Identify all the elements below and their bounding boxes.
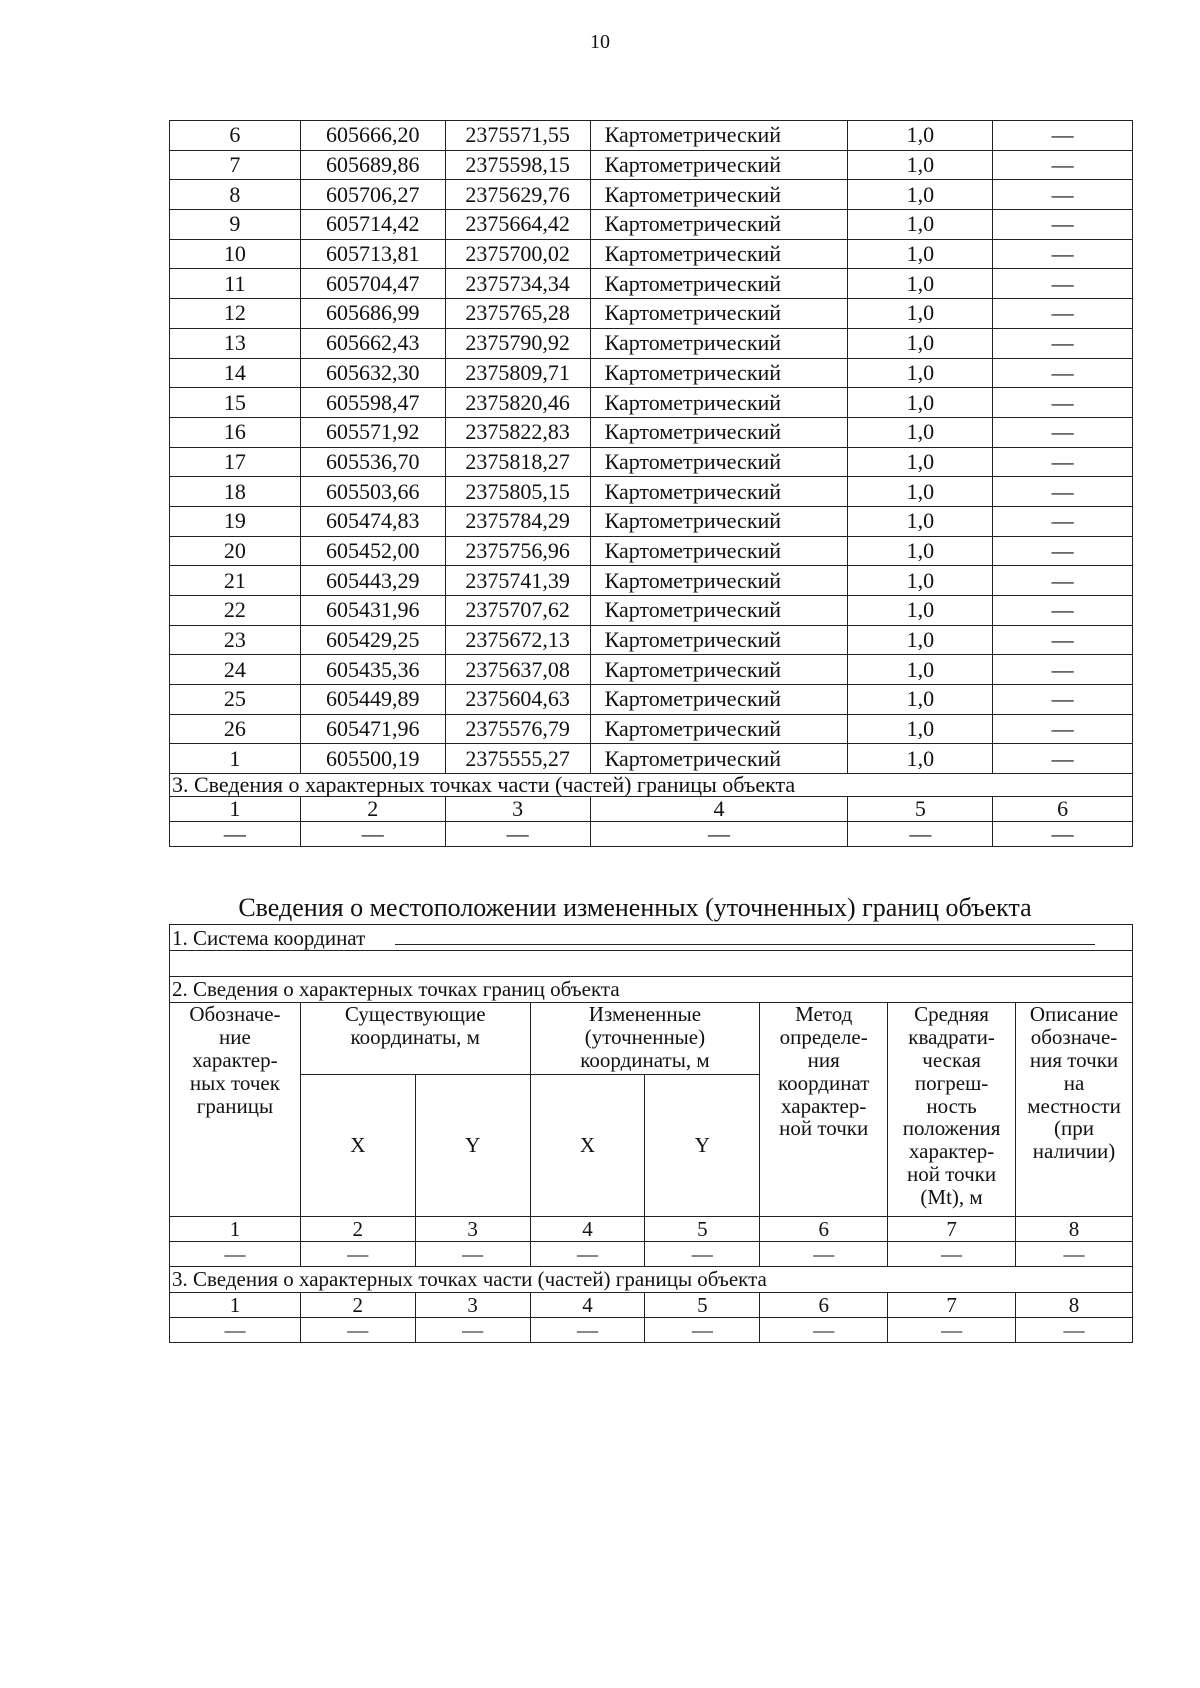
dash-cell: — xyxy=(445,822,590,847)
column-number: 3 xyxy=(415,1293,530,1318)
cell-x-coordinate: 605435,36 xyxy=(300,655,445,685)
cell-x-coordinate: 605474,83 xyxy=(300,506,445,536)
cell-y-coordinate: 2375576,79 xyxy=(445,714,590,744)
coordinate-system-label: 1. Система координат xyxy=(172,925,366,950)
blank-row xyxy=(170,951,1133,977)
coordinate-system-field xyxy=(395,926,1095,945)
cell-x-coordinate: 605714,42 xyxy=(300,210,445,240)
cell-description: — xyxy=(993,388,1133,418)
header-description: Описание обозначе- ния точки на местности (при наличии) xyxy=(1016,1003,1133,1217)
cell-method: Картометрический xyxy=(590,388,848,418)
table-row xyxy=(170,388,1133,418)
cell-description: — xyxy=(993,566,1133,596)
cell-mean-error: 1,0 xyxy=(848,536,993,566)
cell-mean-error: 1,0 xyxy=(848,121,993,151)
coordinate-system-row xyxy=(170,925,1133,951)
cell-method: Картометрический xyxy=(590,447,848,477)
cell-description: — xyxy=(993,417,1133,447)
cell-point-number: 1 xyxy=(170,744,301,774)
cell-method: Картометрический xyxy=(590,536,848,566)
cell-mean-error: 1,0 xyxy=(848,299,993,329)
section3-title: 3. Сведения о характерных точках части (частей) границы объекта xyxy=(170,774,1133,797)
dash-cell: — xyxy=(760,1318,888,1343)
table-row xyxy=(170,744,1133,774)
section3-title-row xyxy=(170,774,1133,797)
cell-description: — xyxy=(993,269,1133,299)
cell-x-coordinate: 605503,66 xyxy=(300,477,445,507)
cell-description: — xyxy=(993,299,1133,329)
section3-dash-row xyxy=(170,822,1133,847)
cell-description: — xyxy=(993,477,1133,507)
cell-point-number: 23 xyxy=(170,625,301,655)
cell-x-coordinate: 605536,70 xyxy=(300,447,445,477)
cell-method: Картометрический xyxy=(590,180,848,210)
dash-cell: — xyxy=(760,1242,888,1267)
cell-method: Картометрический xyxy=(590,744,848,774)
table-row xyxy=(170,269,1133,299)
header-y-changed: Y xyxy=(645,1075,760,1217)
dash-row xyxy=(170,1242,1133,1267)
cell-point-number: 13 xyxy=(170,328,301,358)
cell-method: Картометрический xyxy=(590,121,848,151)
cell-x-coordinate: 605632,30 xyxy=(300,358,445,388)
column-number: 4 xyxy=(590,797,848,822)
header-mean-error: Средняя квадрати- ческая погреш- ность положения характер- ной точки (Mt), м xyxy=(888,1003,1016,1217)
cell-point-number: 20 xyxy=(170,536,301,566)
dash-cell: — xyxy=(1016,1318,1133,1343)
cell-method: Картометрический xyxy=(590,269,848,299)
cell-point-number: 8 xyxy=(170,180,301,210)
cell-x-coordinate: 605452,00 xyxy=(300,536,445,566)
cell-point-number: 17 xyxy=(170,447,301,477)
cell-y-coordinate: 2375734,34 xyxy=(445,269,590,299)
dash-cell: — xyxy=(530,1242,645,1267)
column-number: 6 xyxy=(760,1293,888,1318)
table-row xyxy=(170,150,1133,180)
cell-description: — xyxy=(993,655,1133,685)
header-x-existing: X xyxy=(300,1075,415,1217)
cell-point-number: 12 xyxy=(170,299,301,329)
column-number: 4 xyxy=(530,1293,645,1318)
cell-mean-error: 1,0 xyxy=(848,358,993,388)
cell-description: — xyxy=(993,685,1133,715)
dash-cell: — xyxy=(300,1318,415,1343)
cell-x-coordinate: 605429,25 xyxy=(300,625,445,655)
cell-description: — xyxy=(993,714,1133,744)
column-number: 1 xyxy=(170,797,301,822)
dash-cell: — xyxy=(415,1318,530,1343)
column-number: 6 xyxy=(993,797,1133,822)
cell-mean-error: 1,0 xyxy=(848,655,993,685)
cell-point-number: 25 xyxy=(170,685,301,715)
cell-method: Картометрический xyxy=(590,477,848,507)
cell-point-number: 7 xyxy=(170,150,301,180)
cell-mean-error: 1,0 xyxy=(848,328,993,358)
section-heading: Сведения о местоположении измененных (уточненных) границ объекта xyxy=(238,893,1032,922)
cell-method: Картометрический xyxy=(590,506,848,536)
cell-method: Картометрический xyxy=(590,358,848,388)
cell-y-coordinate: 2375672,13 xyxy=(445,625,590,655)
cell-point-number: 11 xyxy=(170,269,301,299)
cell-description: — xyxy=(993,121,1133,151)
page-number: 10 xyxy=(590,31,610,53)
cell-mean-error: 1,0 xyxy=(848,566,993,596)
header-y-existing: Y xyxy=(415,1075,530,1217)
cell-point-number: 16 xyxy=(170,417,301,447)
cell-point-number: 6 xyxy=(170,121,301,151)
section3-numbers-row xyxy=(170,797,1133,822)
cell-method: Картометрический xyxy=(590,685,848,715)
boundary-points-body xyxy=(170,121,1133,847)
cell-y-coordinate: 2375604,63 xyxy=(445,685,590,715)
cell-x-coordinate: 605706,27 xyxy=(300,180,445,210)
header-x-changed: X xyxy=(530,1075,645,1217)
cell-mean-error: 1,0 xyxy=(848,685,993,715)
cell-mean-error: 1,0 xyxy=(848,210,993,240)
cell-mean-error: 1,0 xyxy=(848,180,993,210)
cell-y-coordinate: 2375756,96 xyxy=(445,536,590,566)
table-row xyxy=(170,596,1133,626)
cell-description: — xyxy=(993,744,1133,774)
column-number: 1 xyxy=(170,1217,301,1242)
table-row xyxy=(170,477,1133,507)
cell-y-coordinate: 2375707,62 xyxy=(445,596,590,626)
cell-x-coordinate: 605571,92 xyxy=(300,417,445,447)
cell-mean-error: 1,0 xyxy=(848,269,993,299)
cell-method: Картометрический xyxy=(590,299,848,329)
dash-cell: — xyxy=(645,1318,760,1343)
cell-mean-error: 1,0 xyxy=(848,447,993,477)
cell-x-coordinate: 605471,96 xyxy=(300,714,445,744)
cell-point-number: 18 xyxy=(170,477,301,507)
section3-dash-row xyxy=(170,1318,1133,1343)
dash-cell: — xyxy=(300,822,445,847)
table-row xyxy=(170,506,1133,536)
table-row xyxy=(170,210,1133,240)
cell-point-number: 10 xyxy=(170,239,301,269)
cell-point-number: 15 xyxy=(170,388,301,418)
column-number: 3 xyxy=(445,797,590,822)
boundary-points-table xyxy=(169,120,1133,847)
table-row xyxy=(170,685,1133,715)
column-number: 5 xyxy=(645,1217,760,1242)
table-row xyxy=(170,299,1133,329)
cell-description: — xyxy=(993,536,1133,566)
cell-method: Картометрический xyxy=(590,596,848,626)
cell-description: — xyxy=(993,447,1133,477)
cell-x-coordinate: 605662,43 xyxy=(300,328,445,358)
cell-description: — xyxy=(993,596,1133,626)
column-number: 3 xyxy=(415,1217,530,1242)
cell-x-coordinate: 605704,47 xyxy=(300,269,445,299)
cell-y-coordinate: 2375805,15 xyxy=(445,477,590,507)
cell-mean-error: 1,0 xyxy=(848,388,993,418)
cell-y-coordinate: 2375629,76 xyxy=(445,180,590,210)
dash-cell: — xyxy=(993,822,1133,847)
cell-point-number: 19 xyxy=(170,506,301,536)
cell-y-coordinate: 2375809,71 xyxy=(445,358,590,388)
cell-y-coordinate: 2375555,27 xyxy=(445,744,590,774)
cell-point-number: 26 xyxy=(170,714,301,744)
dash-cell: — xyxy=(888,1318,1016,1343)
cell-point-number: 24 xyxy=(170,655,301,685)
cell-description: — xyxy=(993,239,1133,269)
dash-cell: — xyxy=(1016,1242,1133,1267)
column-number: 2 xyxy=(300,1293,415,1318)
table-row xyxy=(170,566,1133,596)
cell-y-coordinate: 2375820,46 xyxy=(445,388,590,418)
cell-y-coordinate: 2375818,27 xyxy=(445,447,590,477)
cell-y-coordinate: 2375637,08 xyxy=(445,655,590,685)
cell-description: — xyxy=(993,625,1133,655)
cell-description: — xyxy=(993,328,1133,358)
cell-point-number: 9 xyxy=(170,210,301,240)
table-row xyxy=(170,328,1133,358)
dash-cell: — xyxy=(170,1318,301,1343)
header-changed-coords: Измененные (уточненные) координаты, м xyxy=(530,1003,760,1075)
cell-y-coordinate: 2375784,29 xyxy=(445,506,590,536)
cell-y-coordinate: 2375790,92 xyxy=(445,328,590,358)
column-number: 4 xyxy=(530,1217,645,1242)
dash-cell: — xyxy=(530,1318,645,1343)
cell-mean-error: 1,0 xyxy=(848,714,993,744)
cell-mean-error: 1,0 xyxy=(848,150,993,180)
section3-numbers-row xyxy=(170,1293,1133,1318)
cell-method: Картометрический xyxy=(590,150,848,180)
table-row xyxy=(170,417,1133,447)
dash-cell: — xyxy=(645,1242,760,1267)
cell-y-coordinate: 2375765,28 xyxy=(445,299,590,329)
cell-description: — xyxy=(993,180,1133,210)
cell-mean-error: 1,0 xyxy=(848,625,993,655)
cell-mean-error: 1,0 xyxy=(848,239,993,269)
cell-x-coordinate: 605689,86 xyxy=(300,150,445,180)
column-numbers-row xyxy=(170,1217,1133,1242)
cell-y-coordinate: 2375700,02 xyxy=(445,239,590,269)
cell-method: Картометрический xyxy=(590,328,848,358)
table-row xyxy=(170,625,1133,655)
cell-x-coordinate: 605500,19 xyxy=(300,744,445,774)
dash-cell: — xyxy=(170,1242,301,1267)
column-number: 6 xyxy=(760,1217,888,1242)
cell-point-number: 14 xyxy=(170,358,301,388)
dash-cell: — xyxy=(590,822,848,847)
cell-y-coordinate: 2375664,42 xyxy=(445,210,590,240)
section3-title: 3. Сведения о характерных точках части (частей) границы объекта xyxy=(170,1267,1133,1293)
dash-cell: — xyxy=(888,1242,1016,1267)
column-number: 8 xyxy=(1016,1293,1133,1318)
cell-description: — xyxy=(993,506,1133,536)
cell-x-coordinate: 605449,89 xyxy=(300,685,445,715)
column-number: 8 xyxy=(1016,1217,1133,1242)
cell-x-coordinate: 605431,96 xyxy=(300,596,445,626)
cell-x-coordinate: 605666,20 xyxy=(300,121,445,151)
table-row xyxy=(170,121,1133,151)
cell-mean-error: 1,0 xyxy=(848,417,993,447)
table-row xyxy=(170,239,1133,269)
header-existing-coords: Существующие координаты, м xyxy=(300,1003,530,1075)
table-row xyxy=(170,447,1133,477)
cell-x-coordinate: 605443,29 xyxy=(300,566,445,596)
table-row xyxy=(170,180,1133,210)
dash-cell: — xyxy=(415,1242,530,1267)
cell-y-coordinate: 2375822,83 xyxy=(445,417,590,447)
cell-mean-error: 1,0 xyxy=(848,744,993,774)
cell-method: Картометрический xyxy=(590,625,848,655)
cell-method: Картометрический xyxy=(590,210,848,240)
cell-method: Картометрический xyxy=(590,714,848,744)
column-number: 7 xyxy=(888,1293,1016,1318)
cell-mean-error: 1,0 xyxy=(848,477,993,507)
cell-description: — xyxy=(993,150,1133,180)
changed-boundaries-table xyxy=(169,924,1133,1343)
cell-method: Картометрический xyxy=(590,417,848,447)
column-number: 7 xyxy=(888,1217,1016,1242)
cell-method: Картометрический xyxy=(590,239,848,269)
cell-method: Картометрический xyxy=(590,655,848,685)
table-row xyxy=(170,655,1133,685)
table-row xyxy=(170,358,1133,388)
header-method: Метод определе- ния координат характер- ной точки xyxy=(760,1003,888,1217)
dash-cell: — xyxy=(848,822,993,847)
cell-y-coordinate: 2375741,39 xyxy=(445,566,590,596)
table-row xyxy=(170,714,1133,744)
cell-point-number: 22 xyxy=(170,596,301,626)
cell-description: — xyxy=(993,358,1133,388)
dash-cell: — xyxy=(300,1242,415,1267)
cell-y-coordinate: 2375571,55 xyxy=(445,121,590,151)
table-row xyxy=(170,536,1133,566)
cell-x-coordinate: 605686,99 xyxy=(300,299,445,329)
cell-x-coordinate: 605598,47 xyxy=(300,388,445,418)
cell-y-coordinate: 2375598,15 xyxy=(445,150,590,180)
column-number: 2 xyxy=(300,797,445,822)
column-number: 1 xyxy=(170,1293,301,1318)
column-number: 5 xyxy=(848,797,993,822)
dash-cell: — xyxy=(170,822,301,847)
cell-method: Картометрический xyxy=(590,566,848,596)
section2-title: 2. Сведения о характерных точках границ объекта xyxy=(170,977,1133,1003)
column-number: 2 xyxy=(300,1217,415,1242)
cell-mean-error: 1,0 xyxy=(848,596,993,626)
cell-point-number: 21 xyxy=(170,566,301,596)
cell-x-coordinate: 605713,81 xyxy=(300,239,445,269)
column-number: 5 xyxy=(645,1293,760,1318)
header-designation: Обозначе- ние характер- ных точек границы xyxy=(170,1003,301,1217)
cell-mean-error: 1,0 xyxy=(848,506,993,536)
cell-description: — xyxy=(993,210,1133,240)
